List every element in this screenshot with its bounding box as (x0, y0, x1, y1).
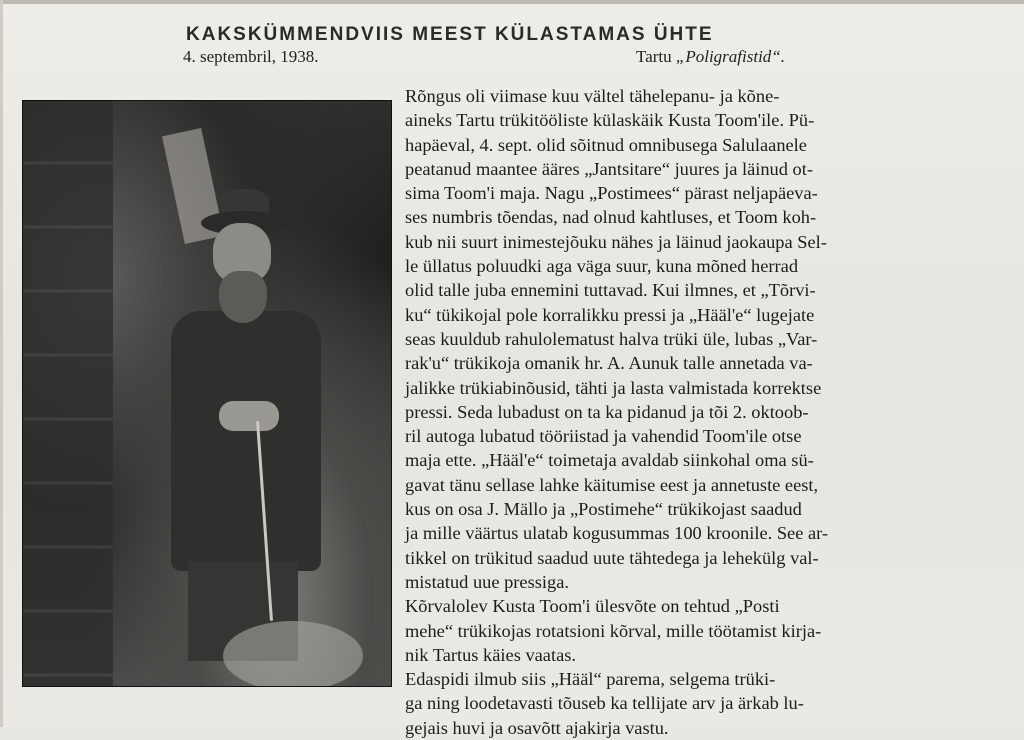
article-line: sima Toom'i maja. Nagu „Postimees“ pärast neljapäeva- (405, 183, 818, 204)
article-line: peatanud maantee ääres „Jantsitare“ juures ja läinud ot- (405, 158, 813, 179)
photo-figure-beard (219, 271, 267, 323)
scan-border-top (0, 0, 1024, 4)
article-line: gejais huvi ja osavõtt ajakirja vastu. (405, 717, 669, 738)
headline: KAKSKÜMMENDVIIS MEEST KÜLASTAMAS ÜHTE (186, 24, 714, 45)
article-line: seas kuuldub rahulolematust halva trüki üle, lubas „Var- (405, 328, 818, 349)
portrait-photo (22, 100, 392, 687)
article-body (405, 84, 1003, 740)
place-line (636, 47, 785, 67)
article-line: aineks Tartu trükitööliste külaskäik Kusta Toom'ile. Pü- (405, 110, 815, 131)
article-line: rak'u“ trükikoja omanik hr. A. Aunuk talle annetada va- (405, 353, 813, 374)
article-line: Rõngus oli viimase kuu vältel tähelepanu- ja kõne- (405, 86, 780, 106)
article-line: mehe“ trükikojas rotatsioni kõrval, mille töötamist kirja- (405, 620, 822, 641)
article-line: tikkel on trükitud saadud uute tähtedega ja lehekülg val- (405, 547, 819, 568)
article-line: ses numbris tõendas, nad olnud kahtluses, et Toom koh- (405, 207, 817, 228)
article-line: hapäeval, 4. sept. olid sõitnud omnibusega Salulaanele (405, 134, 807, 155)
article-line: le üllatus poluudki aga väga suur, kuna mõned herrad (405, 256, 799, 277)
scan-border-left (0, 0, 3, 727)
article-line: nik Tartus käies vaatas. (405, 644, 576, 665)
photo-floor-highlight (223, 621, 363, 687)
place-italic: „Poligrafistid“. (675, 47, 786, 66)
dateline: 4. septembril, 1938. (183, 47, 319, 66)
article-line: maja ette. „Hääl'e“ toimetaja avaldab siinkohal oma sü- (405, 450, 814, 471)
article-line: jalikke trükiabinõusid, tähti ja lasta valmistada korrektse (405, 377, 822, 398)
article-line: ku“ tükikojal pole korralikku pressi ja „Hääl'e“ lugejate (405, 304, 815, 325)
article-line: ja mille väärtus ulatab kogusummas 100 kroonile. See ar- (405, 523, 829, 544)
photo-figure-hands (219, 401, 279, 431)
photo-background-wall (23, 101, 113, 686)
place-prefix: Tartu (636, 47, 672, 66)
photo-figure-coat (171, 311, 321, 571)
article-line: gavat tänu sellase lahke käitumise eest ja annetuste eest, (405, 474, 819, 495)
article-line: Kõrvalolev Kusta Toom'i ülesvõte on tehtud „Posti (405, 596, 780, 617)
article-line: pressi. Seda lubadust on ta ka pidanud ja tõi 2. oktoob- (405, 401, 809, 422)
article-line: ril autoga lubatud tööriistad ja vahendid Toom'ile otse (405, 426, 802, 447)
article-line: kub nii suurt inimestejõuku nähes ja läinud jaokaupa Sel- (405, 231, 827, 252)
article-line: Edaspidi ilmub siis „Hääl“ parema, selgema trüki- (405, 669, 776, 690)
article-line: kus on osa J. Mällo ja „Postimehe“ trükikojast saadud (405, 499, 802, 520)
article-line: olid talle juba ennemini tuttavad. Kui ilmnes, et „Tõrvi- (405, 280, 816, 301)
article-line: mistatud uue pressiga. (405, 571, 569, 592)
article-line: ga ning loodetavasti tõuseb ka tellijate arv ja ärkab lu- (405, 693, 804, 714)
